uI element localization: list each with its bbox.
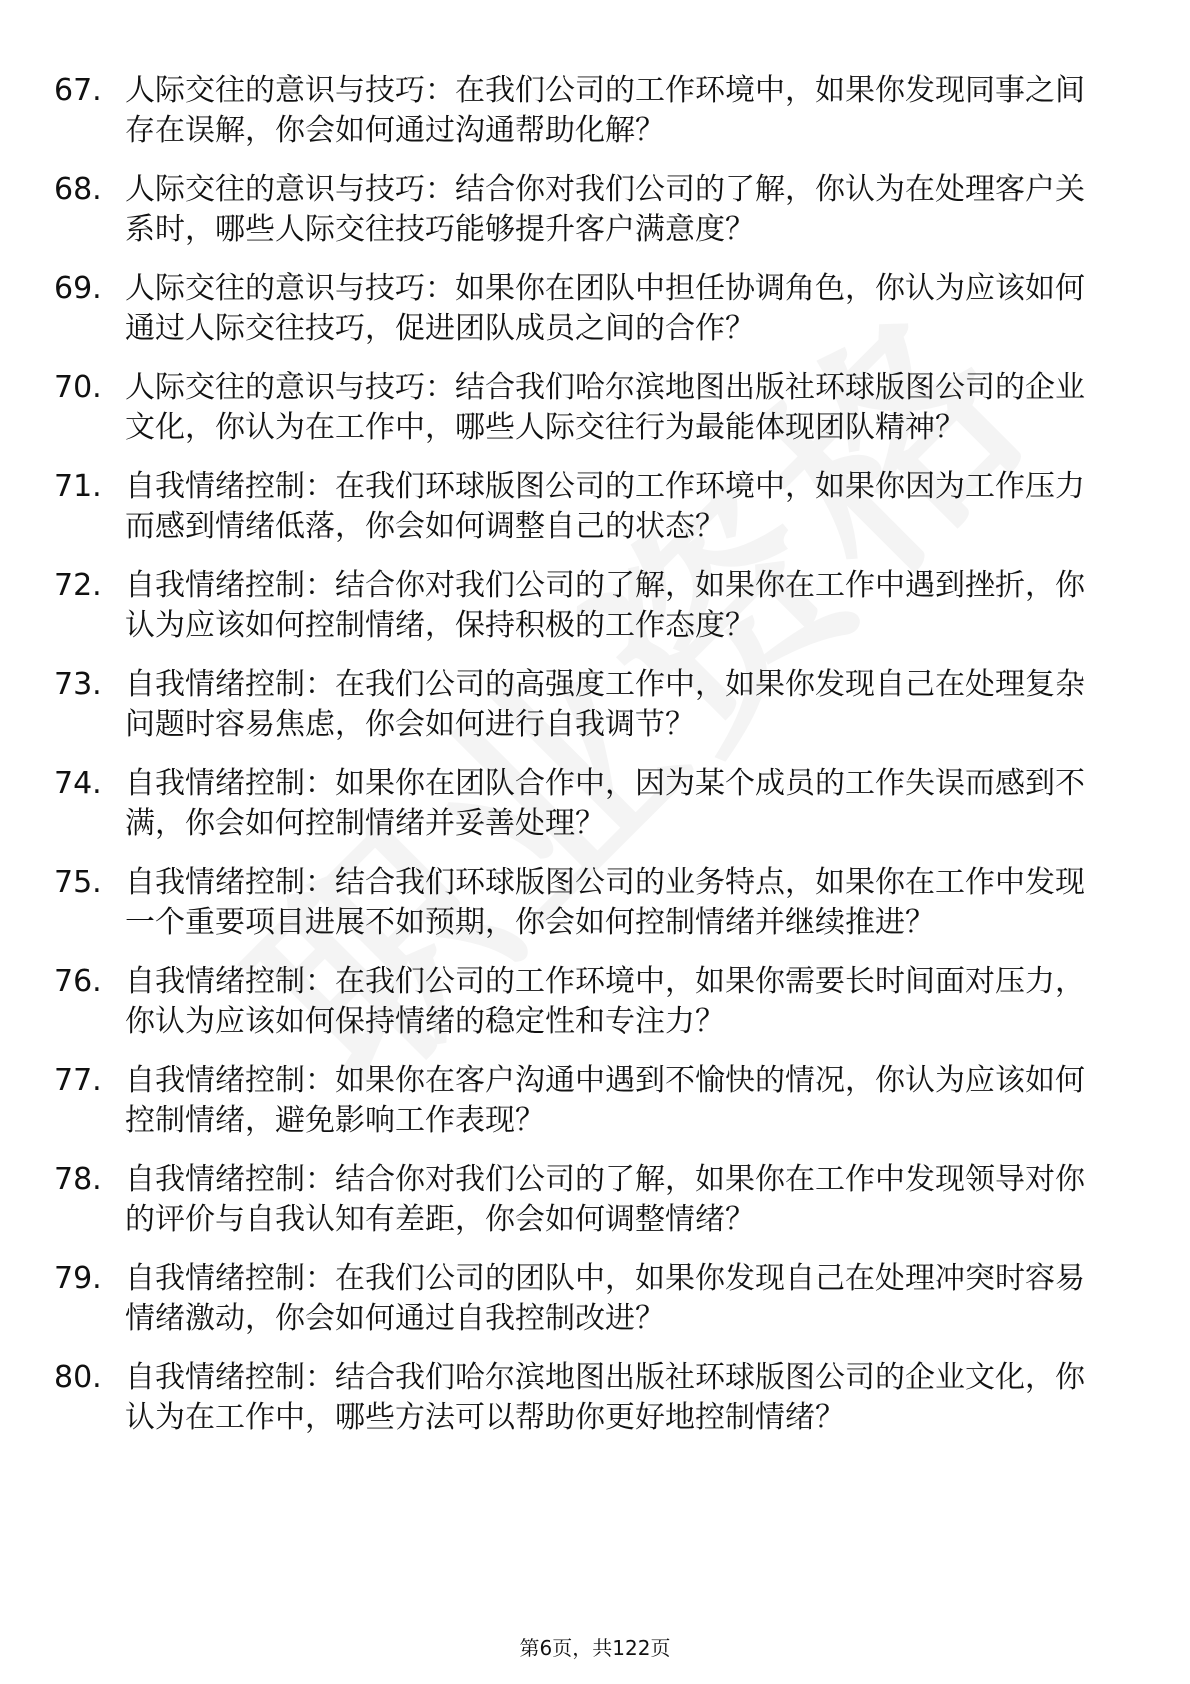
question-item: [54, 764, 1114, 844]
question-item: [54, 1061, 1114, 1141]
question-item: [54, 566, 1114, 646]
question-item: [54, 1160, 1114, 1240]
page-indicator: 第6页，共122页: [519, 1636, 671, 1660]
question-text: 自我情绪控制：结合你对我们公司的了解，如果你在工作中遇到挫折，你认为应该如何控制情绪，保持积极的工作态度？: [125, 568, 1085, 643]
question-text: 自我情绪控制：在我们环球版图公司的工作环境中，如果你因为工作压力而感到情绪低落，你会如何调整自己的状态？: [125, 469, 1085, 544]
question-list: [54, 71, 1114, 1457]
question-item: [54, 368, 1114, 448]
question-text: 人际交往的意识与技巧：在我们公司的工作环境中，如果你发现同事之间存在误解，你会如何通过沟通帮助化解？: [125, 73, 1085, 148]
question-text: 自我情绪控制：在我们公司的高强度工作中，如果你发现自己在处理复杂问题时容易焦虑，你会如何进行自我调节？: [125, 667, 1085, 742]
question-number: 75.: [54, 865, 102, 900]
question-number: 79.: [54, 1261, 102, 1296]
question-number: 68.: [54, 172, 102, 207]
question-item: [54, 170, 1114, 250]
question-item: [54, 467, 1114, 547]
question-text: 自我情绪控制：在我们公司的团队中，如果你发现自己在处理冲突时容易情绪激动，你会如何通过自我控制改进？: [125, 1261, 1085, 1336]
question-text: 自我情绪控制：如果你在客户沟通中遇到不愉快的情况，你认为应该如何控制情绪，避免影响工作表现？: [125, 1063, 1085, 1138]
question-text: 人际交往的意识与技巧：如果你在团队中担任协调角色，你认为应该如何通过人际交往技巧，促进团队成员之间的合作？: [125, 271, 1085, 346]
question-number: 80.: [54, 1360, 102, 1395]
question-text: 自我情绪控制：在我们公司的工作环境中，如果你需要长时间面对压力，你认为应该如何保持情绪的稳定性和专注力？: [125, 964, 1085, 1039]
question-text: 人际交往的意识与技巧：结合我们哈尔滨地图出版社环球版图公司的企业文化，你认为在工作中，哪些人际交往行为最能体现团队精神？: [125, 370, 1085, 445]
question-item: [54, 863, 1114, 943]
question-text: 人际交往的意识与技巧：结合你对我们公司的了解，你认为在处理客户关系时，哪些人际交往技巧能够提升客户满意度？: [125, 172, 1085, 247]
question-number: 69.: [54, 271, 102, 306]
question-item: [54, 962, 1114, 1042]
question-text: 自我情绪控制：结合你对我们公司的了解，如果你在工作中发现领导对你的评价与自我认知有差距，你会如何调整情绪？: [125, 1162, 1085, 1237]
question-item: [54, 1259, 1114, 1339]
question-text: 自我情绪控制：如果你在团队合作中，因为某个成员的工作失误而感到不满，你会如何控制情绪并妥善处理？: [125, 766, 1085, 841]
question-item: [54, 71, 1114, 151]
question-number: 70.: [54, 370, 102, 405]
question-number: 78.: [54, 1162, 102, 1197]
question-item: [54, 1358, 1114, 1438]
question-number: 76.: [54, 964, 102, 999]
question-number: 71.: [54, 469, 102, 504]
question-item: [54, 665, 1114, 745]
question-number: 73.: [54, 667, 102, 702]
question-item: [54, 269, 1114, 349]
question-number: 67.: [54, 73, 102, 108]
question-number: 74.: [54, 766, 102, 801]
question-number: 77.: [54, 1063, 102, 1098]
question-text: 自我情绪控制：结合我们环球版图公司的业务特点，如果你在工作中发现一个重要项目进展不如预期，你会如何控制情绪并继续推进？: [125, 865, 1085, 940]
question-text: 自我情绪控制：结合我们哈尔滨地图出版社环球版图公司的企业文化，你认为在工作中，哪些方法可以帮助你更好地控制情绪？: [125, 1360, 1085, 1435]
question-number: 72.: [54, 568, 102, 603]
